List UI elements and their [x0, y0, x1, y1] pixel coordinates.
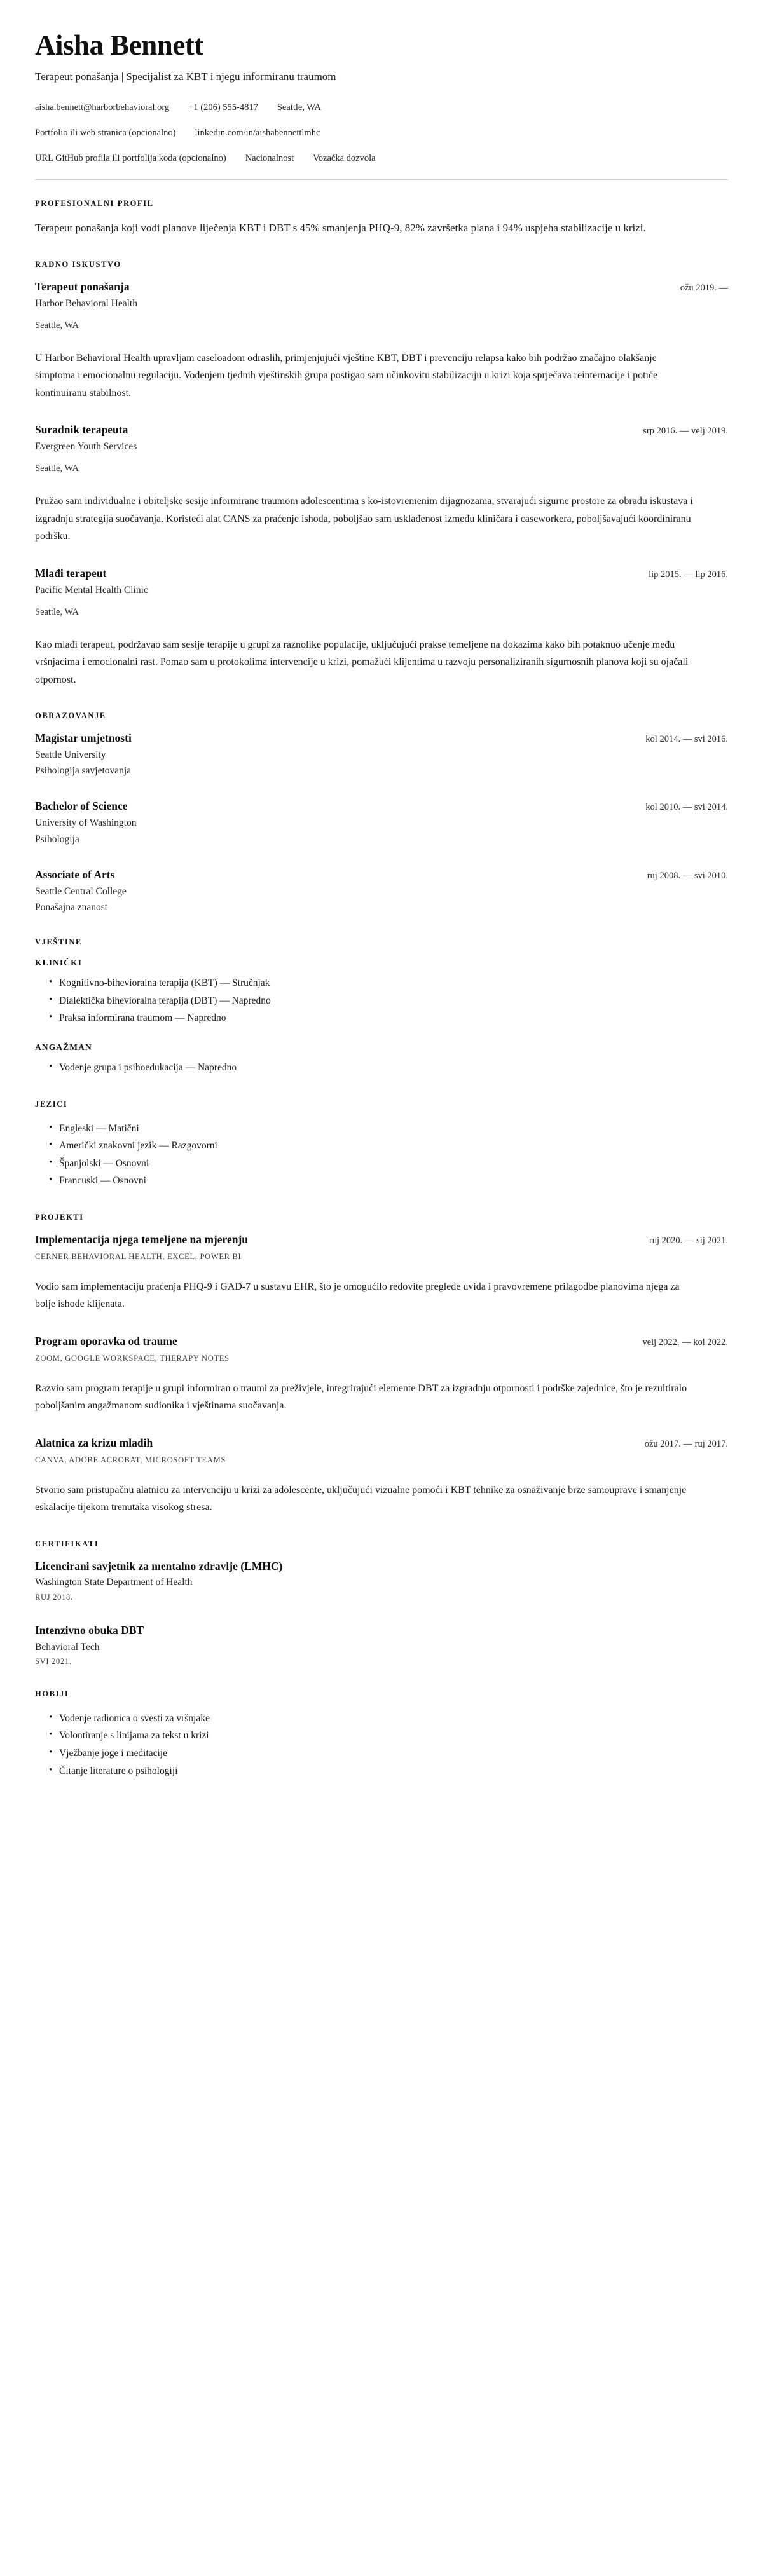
experience-job-title: Terapeut ponašanja — [35, 280, 130, 293]
project-entry-top — [35, 1436, 728, 1450]
experience-description: Pružao sam individualne i obiteljske sesije informirane traumom adolescentima s ko-istovremenim dijagnozama, stvarajući sigurne prostore za obradu iskustava i izgradnju strategija suočavanja. Koristeći alat CANS za praćenje ishoda, poboljšao sam usklađenost između kliničara i caseworkera, poboljšavajući koordiniranu podršku. — [35, 496, 693, 542]
section-heading-languages: JEZICI — [35, 1099, 68, 1108]
candidate-name: Aisha Bennett — [35, 29, 203, 61]
experience-date-range: lip 2015. — lip 2016. — [649, 569, 728, 580]
section-heading-profile: PROFESIONALNI PROFIL — [35, 199, 154, 208]
language-item: • Američki znakovni jezik — Razgovorni — [49, 1137, 728, 1155]
experience-entry-top — [35, 567, 728, 581]
project-entry-top — [35, 1233, 728, 1247]
education-entry — [35, 732, 728, 778]
education-entry-top — [35, 800, 728, 814]
skill-item: • Dialektička bihevioralna terapija (DBT) — Napredno — [49, 992, 728, 1010]
education-date-range: kol 2010. — svi 2014. — [645, 802, 728, 813]
contact-location: Seattle, WA — [277, 102, 321, 113]
project-entry — [35, 1233, 728, 1313]
education-degree: Associate of Arts — [35, 868, 115, 881]
certificate-date: RUJ 2018. — [35, 1592, 73, 1602]
experience-location: Seattle, WA — [35, 606, 79, 617]
section-heading-hobbies: HOBIJI — [35, 1689, 69, 1698]
project-tech-stack: CERNER BEHAVIORAL HEALTH, EXCEL, POWER BI — [35, 1251, 242, 1261]
section-heading-certificates: CERTIFIKATI — [35, 1539, 99, 1548]
project-description: Vodio sam implementaciju praćenja PHQ-9 i GAD-7 u sustavu EHR, što je omogućilo redovite preglede uvida i pravovremene prilagodbe planovima njega za bolje ishode klijenata. — [35, 1281, 680, 1310]
language-list — [35, 1120, 728, 1190]
section-projects — [35, 1213, 728, 1516]
contact-line-1 — [35, 101, 728, 115]
experience-date-range: ožu 2019. — — [680, 282, 728, 293]
section-languages — [35, 1100, 728, 1190]
project-entry-top — [35, 1335, 728, 1349]
project-title: Program oporavka od traume — [35, 1334, 177, 1347]
education-field: Ponašajna znanost — [35, 901, 108, 913]
certificate-date: SVI 2021. — [35, 1656, 72, 1666]
experience-location: Seattle, WA — [35, 463, 79, 474]
experience-entry-top — [35, 423, 728, 437]
project-tech-stack: CANVA, ADOBE ACROBAT, MICROSOFT TEAMS — [35, 1455, 226, 1464]
hobby-item: • Čitanje literature o psihologiji — [49, 1762, 728, 1780]
education-date-range: ruj 2008. — svi 2010. — [647, 870, 728, 881]
section-hobbies — [35, 1689, 728, 1780]
project-title: Alatnica za krizu mladih — [35, 1436, 153, 1449]
experience-job-title: Mlađi terapeut — [35, 566, 107, 580]
project-tech-stack: ZOOM, GOOGLE WORKSPACE, THERAPY NOTES — [35, 1353, 230, 1363]
contact-driving-licence-placeholder[interactable]: Vozačka dozvola — [313, 153, 376, 163]
experience-entry-top — [35, 280, 728, 294]
project-description: Stvorio sam pristupačnu alatnicu za intervenciju u krizi za adolescente, uključujući vizualne pomoći i KBT tehnike za osnaživanje brze samouprave i smanjenje eskalacije tijekom trenutaka visokog stresa. — [35, 1484, 687, 1513]
hobby-item: • Volontiranje s linijama za tekst u krizi — [49, 1727, 728, 1745]
certificate-title: Licencirani savjetnik za mentalno zdravlje (LMHC) — [35, 1559, 283, 1572]
hobby-item: • Vodenje radionica o svesti za vršnjake — [49, 1710, 728, 1728]
education-entry — [35, 800, 728, 846]
hobby-list — [35, 1710, 728, 1780]
contact-phone[interactable]: +1 (206) 555-4817 — [188, 102, 258, 113]
experience-organization: Pacific Mental Health Clinic — [35, 584, 148, 596]
contact-linkedin[interactable]: linkedin.com/in/aishabennettlmhc — [195, 127, 320, 138]
contact-portfolio-placeholder[interactable]: Portfolio ili web stranica (opcionalno) — [35, 127, 176, 138]
project-date-range: ožu 2017. — ruj 2017. — [644, 1438, 728, 1449]
certificate-entry — [35, 1560, 728, 1602]
experience-location: Seattle, WA — [35, 320, 79, 331]
section-heading-skills: VJEŠTINE — [35, 937, 82, 947]
skill-group-title: ANGAŽMAN — [35, 1042, 92, 1052]
education-field: Psihologija savjetovanja — [35, 765, 132, 777]
education-entry-top — [35, 868, 728, 882]
contact-nationality-placeholder[interactable]: Nacionalnost — [245, 153, 294, 163]
education-field: Psihologija — [35, 833, 79, 845]
header-divider — [35, 179, 728, 180]
education-date-range: kol 2014. — svi 2016. — [645, 734, 728, 745]
project-date-range: ruj 2020. — sij 2021. — [649, 1235, 728, 1246]
experience-description: Kao mlađi terapeut, podržavao sam sesije terapije u grupi za raznolike populacije, uključujući prakse temeljene na dokazima kako bih potaknuo učenje među vršnjacima i emocionalni rast. Pomao sam u protokolima intervencije u krizi, pomažući klijentima u razvoju personaliziranih sigurnosnih planova koji su ojačali otpornost. — [35, 639, 689, 685]
certificate-issuer: Washington State Department of Health — [35, 1577, 193, 1588]
contact-line-2 — [35, 126, 728, 140]
contact-line-3 — [35, 152, 728, 166]
resume-header — [35, 31, 728, 165]
skill-list — [35, 1059, 728, 1077]
education-entry-top — [35, 732, 728, 746]
certificate-issuer: Behavioral Tech — [35, 1641, 100, 1653]
certificate-entry — [35, 1624, 728, 1666]
hobby-item: • Vježbanje joge i meditacije — [49, 1745, 728, 1762]
contact-github-placeholder[interactable]: URL GitHub profila ili portfolija koda (opcionalno) — [35, 153, 226, 163]
section-heading-education: OBRAZOVANJE — [35, 711, 106, 721]
experience-organization: Harbor Behavioral Health — [35, 297, 137, 309]
skill-item: • Kognitivno-bihevioralna terapija (KBT) — Stručnjak — [49, 974, 728, 992]
contact-email[interactable]: aisha.bennett@harborbehavioral.org — [35, 102, 170, 113]
section-heading-experience: RADNO ISKUSTVO — [35, 259, 121, 269]
section-profile — [35, 199, 728, 237]
experience-job-title: Suradnik terapeuta — [35, 423, 128, 437]
education-institution: University of Washington — [35, 817, 137, 829]
education-institution: Seattle University — [35, 749, 106, 760]
education-entry — [35, 868, 728, 915]
section-education — [35, 711, 728, 915]
section-skills — [35, 937, 728, 1076]
profile-summary-text: Terapeut ponašanja koji vodi planove liječenja KBT i DBT s 45% smanjenja PHQ-9, 82% završetka plana i 94% uspjeha stabilizacije u krizi. — [35, 222, 646, 235]
project-date-range: velj 2022. — kol 2022. — [642, 1337, 728, 1347]
skill-group-clinical — [35, 958, 728, 1027]
project-title: Implementacija njega temeljene na mjerenju — [35, 1232, 249, 1246]
education-degree: Bachelor of Science — [35, 800, 128, 813]
section-experience — [35, 260, 728, 688]
education-institution: Seattle Central College — [35, 885, 127, 897]
experience-entry — [35, 567, 728, 688]
experience-description: U Harbor Behavioral Health upravljam caseloadom odraslih, primjenjujući vještine KBT, DBT i prevenciju relapsa kako bih podržao značajno olakšanje simptoma i emocionalnu regulaciju. Vodenjem tjednih vještinskih grupa postigao sam učinkovitu stabilizaciju u krizi koja sprječava reinternacije i potiče kontinuiranu stabilnost. — [35, 352, 658, 399]
experience-entry — [35, 423, 728, 545]
section-heading-projects: PROJEKTI — [35, 1212, 84, 1222]
candidate-headline: Terapeut ponašanja | Specijalist za KBT i njegu informiranu traumom — [35, 71, 336, 83]
project-entry — [35, 1436, 728, 1516]
project-description: Razvio sam program terapije u grupi informiran o traumi za preživjele, integrirajući elemente DBT za izgradnju otpornosti i podrške zajednice, što je rezultiralo poboljšanim angažmanom sudionika i vještinama suočavanja. — [35, 1382, 687, 1412]
language-item: • Španjolski — Osnovni — [49, 1155, 728, 1173]
language-item: • Engleski — Matični — [49, 1120, 728, 1138]
experience-date-range: srp 2016. — velj 2019. — [643, 426, 728, 437]
experience-organization: Evergreen Youth Services — [35, 441, 137, 453]
experience-entry — [35, 280, 728, 402]
project-entry — [35, 1335, 728, 1415]
education-degree: Magistar umjetnosti — [35, 732, 132, 745]
skill-item: • Praksa informirana traumom — Napredno — [49, 1009, 728, 1027]
certificate-title: Intenzivno obuka DBT — [35, 1623, 144, 1637]
language-item: • Francuski — Osnovni — [49, 1172, 728, 1190]
skill-list — [35, 974, 728, 1027]
skill-group-title: KLINIČKI — [35, 958, 83, 968]
skill-group-engagement — [35, 1042, 728, 1077]
skill-item: • Vodenje grupa i psihoedukacija — Napredno — [49, 1059, 728, 1077]
section-certificates — [35, 1539, 728, 1666]
